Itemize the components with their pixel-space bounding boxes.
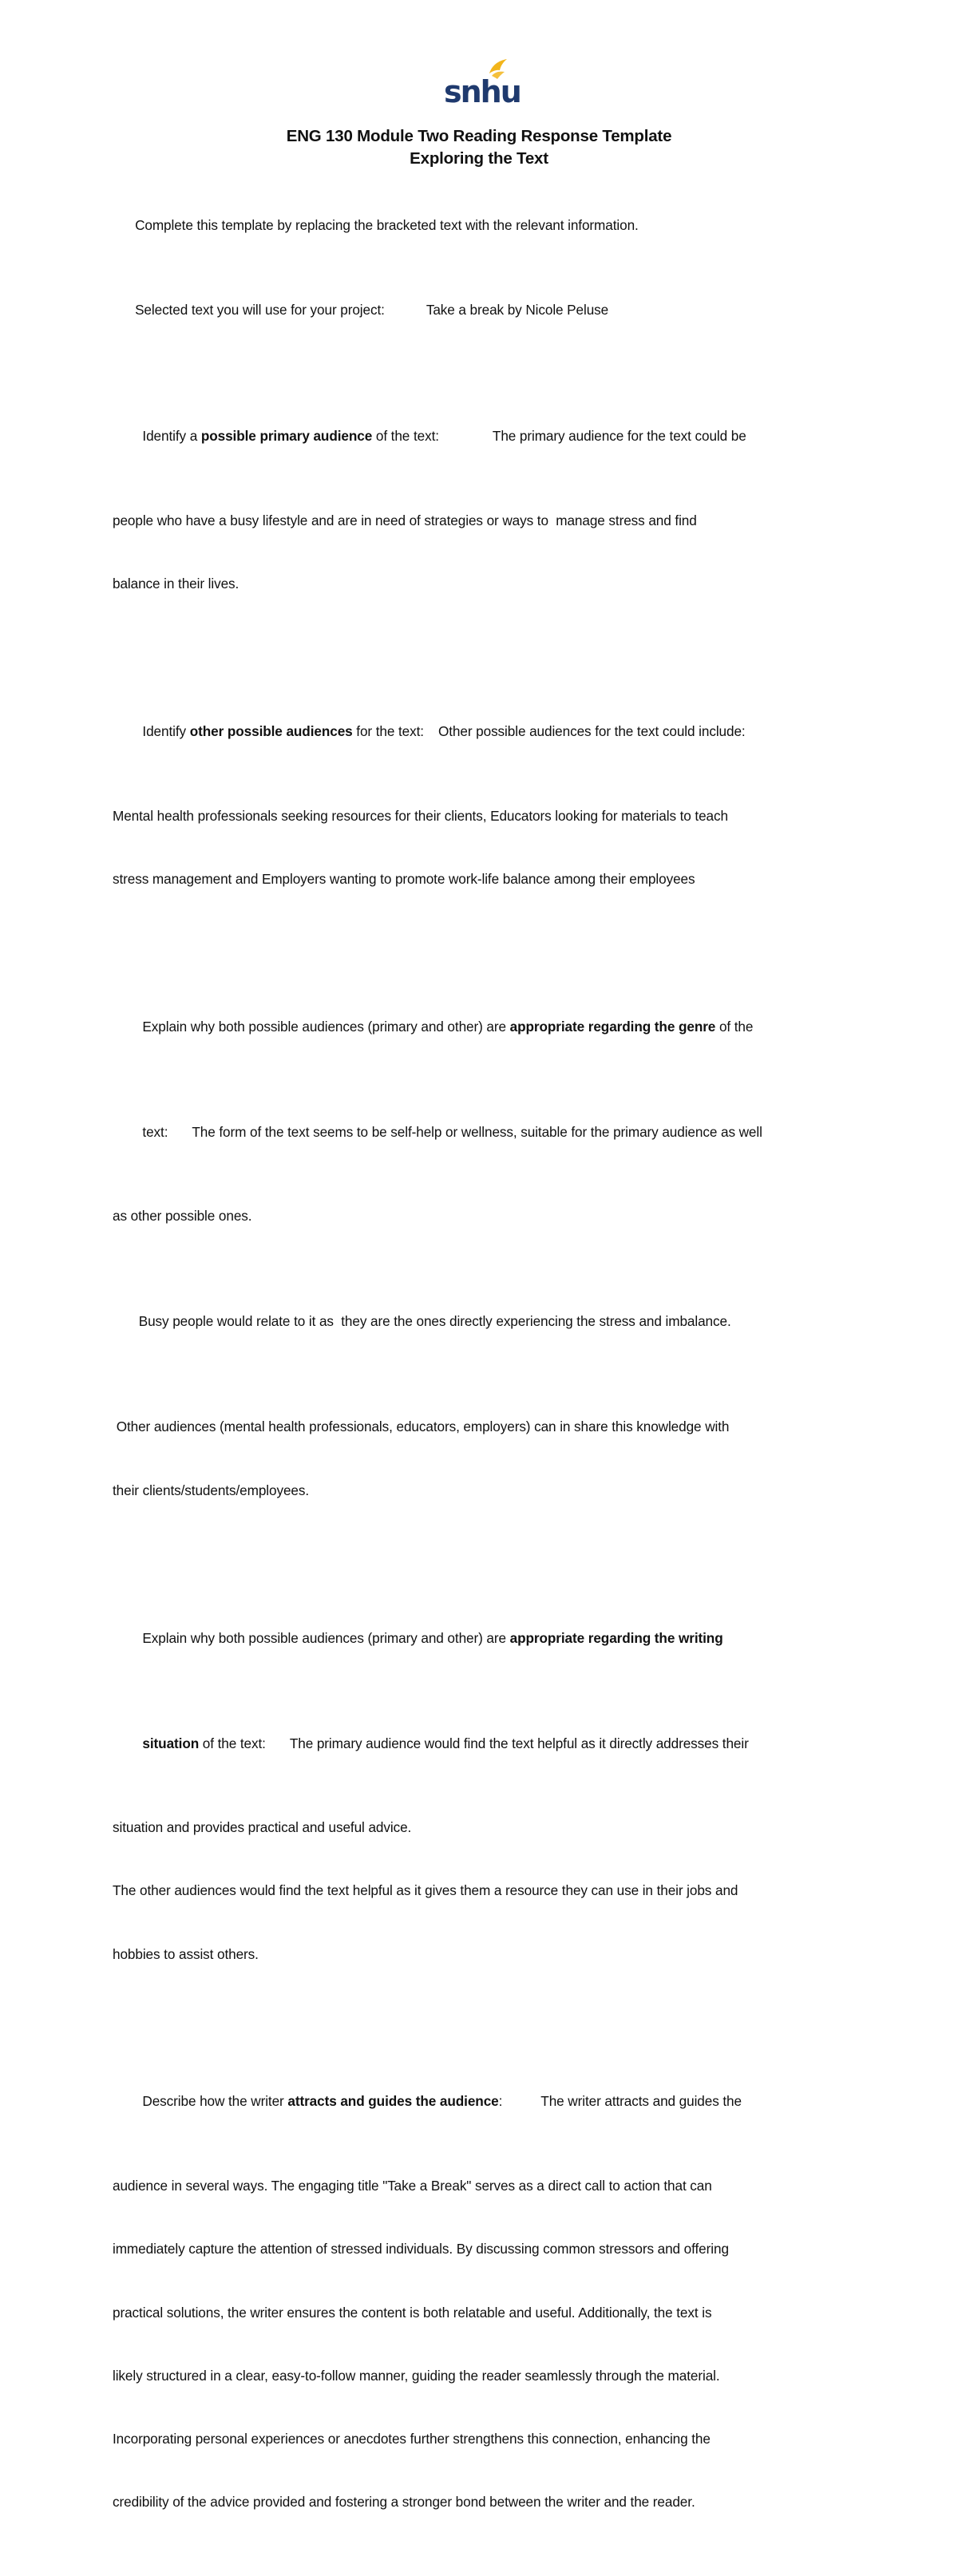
other-audiences-answer-2: Mental health professionals seeking resources for their clients, Educators looking for materials to teach [113,807,728,824]
attracts-guides-bold: attracts and guides the audience [287,2093,499,2110]
snhu-logo [439,54,519,107]
writing-situation-bold-1: appropriate regarding the writing [509,1629,723,1646]
selected-text-label: Selected text you will use for your project: [135,302,385,319]
title-line-1: ENG 130 Module Two Reading Response Template [286,127,672,145]
writing-situation-paragraph [113,1564,855,2007]
primary-audience-bold: possible primary audience [200,428,373,445]
writing-situation-answer-2: situation and provides practical and useful advice. [113,1819,412,1836]
title-line-2: Exploring the Text [410,149,548,168]
attracts-guides-answer-2: audience in several ways. The engaging title "Take a Break" serves as a direct call to action that can [113,2178,712,2194]
genre-answer-1: The form of the text seems to be self-help or wellness, suitable for the primary audience as well [192,1123,762,1140]
primary-audience-answer-1: The primary audience for the text could be [492,428,746,445]
busy-people-text: Busy people would relate to it as they are the ones directly experiencing the stress and imbalance. [135,1313,731,1330]
primary-audience-paragraph [113,362,855,636]
attracts-guides-answer-3: immediately capture the attention of stressed individuals. By discussing common stressors and offering [113,2241,729,2257]
genre-bold: appropriate regarding the genre [509,1018,716,1035]
attracts-guides-answer-1: The writer attracts and guides the [540,2093,742,2110]
other-audiences-share-2: their clients/students/employees. [113,1482,310,1498]
other-audiences-bold: other possible audiences [189,723,353,740]
snhu-logo-text: snhu [444,74,521,109]
attracts-guides-answer-5: likely structured in a clear, easy-to-follow manner, guiding the reader seamlessly through the material. [113,2367,720,2384]
attracts-guides-suffix: : [498,2093,503,2110]
genre-paragraph [113,953,855,1269]
other-audiences-answer-3: stress management and Employers wanting to promote work-life balance among their employees [113,870,695,887]
writing-situation-bold-2: situation [142,1735,200,1751]
busy-people-paragraph [113,1290,855,1353]
genre-line2-label: text: [142,1123,168,1140]
other-audiences-prefix: Identify [142,723,190,740]
primary-audience-answer-2: people who have a busy lifestyle and are in need of strategies or ways to manage stress and find [113,512,697,529]
genre-prefix: Explain why both possible audiences (primary and other) are [142,1018,510,1035]
primary-audience-answer-3: balance in their lives. [113,576,240,592]
writing-situation-prefix: Explain why both possible audiences (primary and other) are [142,1629,510,1646]
snhu-logo-graphic [439,54,519,107]
instructions-paragraph [113,194,855,257]
instructions-text: Complete this template by replacing the bracketed text with the relevant information. [135,217,639,234]
writing-situation-answer-4: hobbies to assist others. [113,1945,259,1962]
attracts-guides-prefix: Describe how the writer [142,2093,288,2110]
other-audiences-share-paragraph [113,1375,855,1543]
genre-suffix: of the [715,1018,754,1035]
writing-situation-answer-1: The primary audience would find the text helpful as it directly addresses their [289,1735,749,1751]
other-audiences-paragraph [113,658,855,932]
other-audiences-share-1: Other audiences (mental health professionals, educators, employers) can in share this knowledge with [113,1419,730,1435]
primary-audience-suffix: of the text: [372,428,439,445]
selected-text-answer: Take a break by Nicole Peluse [426,302,609,319]
writing-situation-answer-3: The other audiences would find the text helpful as it gives them a resource they can use in their jobs and [113,1882,738,1899]
writing-situation-suffix: of the text: [199,1735,266,1751]
attracts-guides-answer-6: Incorporating personal experiences or anecdotes further strengthens this connection, enhancing the [113,2430,711,2447]
attracts-guides-paragraph [113,2028,855,2554]
document-body [113,194,855,2576]
attracts-guides-answer-7: credibility of the advice provided and fostering a stronger bond between the writer and the reader. [113,2494,695,2511]
other-audiences-answer-1: Other possible audiences for the text could include: [437,723,746,740]
document-title [0,125,958,170]
other-audiences-suffix: for the text: [352,723,424,740]
selected-text-paragraph [113,279,855,342]
attracts-guides-answer-4: practical solutions, the writer ensures the content is both relatable and useful. Additionally, the text is [113,2304,712,2321]
primary-audience-prefix: Identify a [142,428,201,445]
genre-answer-2: as other possible ones. [113,1208,252,1225]
